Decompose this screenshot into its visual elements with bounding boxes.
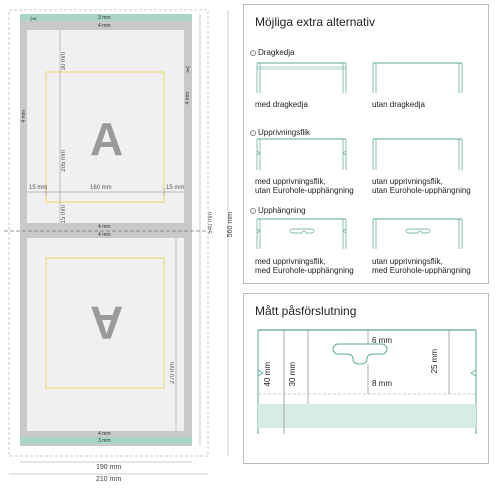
tear-flap-without-drawing — [373, 139, 462, 170]
options-title: Möjliga extra alternativ — [255, 15, 376, 29]
tearflap-without-label-2: utan Eurohole-upphängning — [372, 186, 471, 195]
seal-strip — [258, 404, 476, 428]
zipper-without-drawing — [373, 63, 462, 93]
top-gap-label: 4 mm — [98, 23, 111, 29]
bag-layout-diagram — [0, 0, 235, 500]
right-width-label: 15 mm — [166, 185, 185, 191]
section-tearflap-title: Upprivningsflik — [258, 128, 311, 137]
hanging-with-label-1: med upprivningsflik, — [255, 257, 326, 266]
eurohole-shape — [333, 344, 387, 364]
front-letter: A — [90, 113, 124, 165]
top-offset-label: 30 mm — [61, 52, 67, 71]
zipper-with-label: med dragkedja — [255, 100, 308, 109]
bottom-gap-label: 4 mm — [98, 431, 111, 437]
section-tearflap-header — [250, 128, 310, 137]
hanging-with-flap-drawing — [257, 219, 346, 249]
left-margin-label: 4 mm — [21, 110, 27, 123]
width-210-label: 210 mm — [96, 476, 122, 483]
closure-drawing — [244, 294, 488, 463]
tearflap-without-label-1: utan upprivningsflik, — [372, 177, 443, 186]
center-width-label: 160 mm — [90, 185, 112, 191]
bottom-height-label: 270 mm — [170, 362, 176, 384]
bag-layout-svg — [0, 0, 235, 500]
dim-6mm-label: 6 mm — [372, 336, 392, 345]
dim-25mm-label: 25 mm — [430, 349, 439, 374]
dim-40mm-label: 40 mm — [263, 362, 272, 387]
dim-30mm-label: 30 mm — [288, 362, 297, 387]
tearflap-with-label-2: utan Eurohole-upphängning — [255, 186, 354, 195]
height-560-label: 560 mm — [227, 212, 234, 238]
options-panel — [243, 4, 489, 284]
back-letter: A — [90, 297, 124, 349]
measure-panel — [243, 293, 489, 464]
hanging-without-label-1: utan upprivningsflik, — [372, 257, 443, 266]
tearflap-with-label-1: med upprivningsflik, — [255, 177, 326, 186]
hanging-without-label-2: med Eurohole-upphängning — [372, 266, 471, 275]
measure-title: Mått påsförslutning — [255, 304, 357, 318]
lower-offset-label: 15 mm — [61, 205, 67, 224]
tear-flap-with-drawing — [257, 139, 346, 170]
mid-gap-label-a: 4 mm — [98, 224, 111, 230]
hanging-with-label-2: med Eurohole-upphängning — [255, 266, 354, 275]
options-drawings — [244, 5, 488, 283]
scissors-icon: ✂ — [182, 65, 193, 74]
bottom-strip-label: 3 mm — [98, 438, 111, 444]
scissors-icon: ✂ — [30, 14, 38, 24]
right-margin-label: 4 mm — [185, 92, 191, 105]
zipper-without-label: utan dragkedja — [372, 100, 425, 109]
bullet-icon — [250, 130, 256, 136]
section-hanging-header — [250, 206, 306, 215]
zipper-with-drawing — [257, 63, 346, 93]
print-height-label: 205 mm — [61, 150, 67, 172]
dim-8mm-label: 8 mm — [372, 379, 392, 388]
left-width-label: 15 mm — [29, 185, 48, 191]
mid-gap-label-b: 4 mm — [98, 232, 111, 238]
hanging-without-flap-drawing — [373, 219, 462, 249]
section-dragkedja-title: Dragkedja — [258, 48, 295, 57]
bullet-icon — [250, 208, 256, 214]
width-190-label: 190 mm — [96, 464, 122, 471]
top-strip-label: 3 mm — [98, 15, 111, 21]
section-hanging-title: Upphängning — [258, 206, 306, 215]
height-540-label: 540 mm — [208, 212, 214, 234]
